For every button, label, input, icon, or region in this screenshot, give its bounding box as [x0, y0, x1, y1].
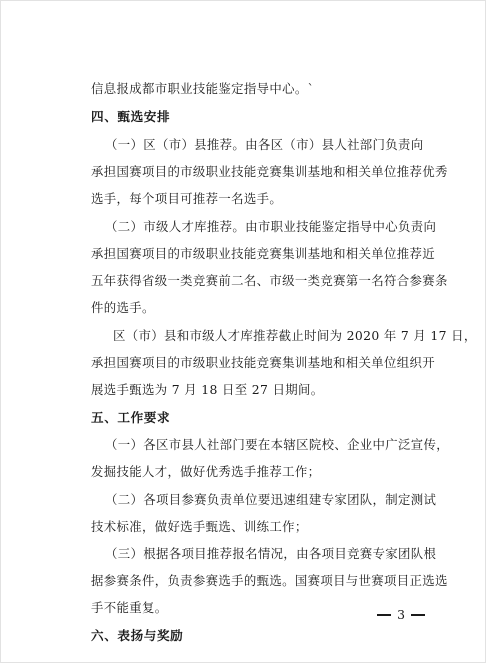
page-number-dash-right: [411, 614, 425, 615]
text-line: 技术标准，做好选手甄选、训练工作；: [91, 519, 308, 534]
page-number-value: 3: [397, 607, 405, 622]
text-line: 手不能重复。: [91, 600, 168, 615]
section-heading-6: 六、表扬与奖励: [91, 628, 184, 643]
text-line: 件的选手。: [91, 300, 155, 315]
text-line: 五年获得省级一类竞赛前二名、市级一类竞赛第一名符合参赛条: [91, 273, 448, 288]
text-line: 据参赛条件，负责参赛选手的甄选。国赛项目与世赛项目正选选: [91, 573, 448, 588]
text-line: 承担国赛项目的市级职业技能竞赛集训基地和相关单位推荐近: [91, 246, 435, 261]
text-line: （二）各项目参赛负责单位要迅速组建专家团队，制定测试: [105, 492, 437, 507]
text-line: （一）区（市）县推荐。由各区（市）县人社部门负责向: [105, 137, 424, 152]
section-heading-4: 四、甄选安排: [91, 109, 171, 124]
text-line: （一）各区市县人社部门要在本辖区院校、企业中广泛宣传，: [105, 437, 449, 452]
text-line: 选手，每个项目可推荐一名选手。: [91, 191, 283, 206]
text-line: （二）市级人才库推荐。由市职业技能鉴定指导中心负责向: [105, 219, 437, 234]
text-line: （三）根据各项目推荐报名情况，由各项目竞赛专家团队根: [105, 546, 437, 561]
text-line: 信息报成都市职业技能鉴定指导中心。`: [91, 81, 315, 96]
page-number-dash-left: [377, 614, 391, 615]
text-line: 承担国赛项目的市级职业技能竞赛集训基地和相关单位组织开: [91, 355, 435, 370]
text-line: 区（市）县和市级人才库推荐截止时间为 2020 年 7 月 17 日，: [113, 328, 477, 343]
section-heading-5: 五、工作要求: [91, 410, 171, 425]
text-line: 承担国赛项目的市级职业技能竞赛集训基地和相关单位推荐优秀: [91, 164, 448, 179]
text-line: 发掘技能人才，做好优秀选手推荐工作；: [91, 464, 321, 479]
page-number: [377, 607, 425, 623]
text-line: 展选手甄选为 7 月 18 日至 27 日期间。: [91, 382, 324, 397]
